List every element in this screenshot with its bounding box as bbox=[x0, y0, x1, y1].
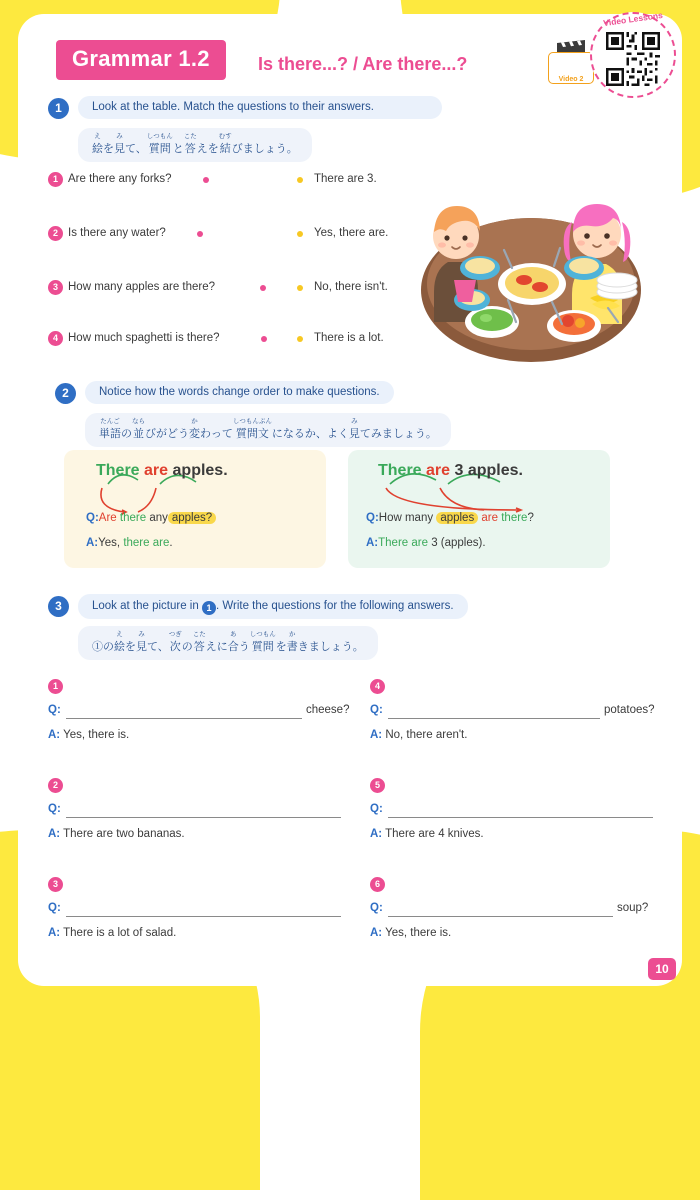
grammar-left-question bbox=[86, 512, 216, 524]
write-item-4-a-label: A: bbox=[370, 729, 383, 741]
write-item-6-a-label: A: bbox=[370, 927, 383, 939]
write-item-4-q-label: Q: bbox=[370, 704, 383, 716]
write-item-5-number: 5 bbox=[370, 778, 385, 793]
match-answer-2: Yes, there are. bbox=[314, 227, 389, 239]
grammar-left-statement-rest: apples. bbox=[172, 462, 228, 479]
write-item-1-answer bbox=[48, 729, 129, 741]
write-item-3-q-label: Q: bbox=[48, 902, 61, 914]
match-question-2: Is there any water? bbox=[68, 227, 166, 239]
match-dot-q2[interactable] bbox=[197, 231, 203, 237]
write-item-1-a-text: Yes, there is. bbox=[63, 729, 130, 741]
match-dot-q4[interactable] bbox=[261, 336, 267, 342]
grammar-left-statement-are: are bbox=[144, 462, 169, 479]
write-item-1-tail: cheese? bbox=[306, 704, 350, 716]
write-item-1-q-label: Q: bbox=[48, 704, 61, 716]
section-3-instruction-pre: Look at the picture in bbox=[92, 600, 199, 612]
write-item-3-answer bbox=[48, 927, 176, 939]
section-1-number: 1 bbox=[48, 98, 69, 119]
grammar-left-statement-there: There bbox=[96, 462, 140, 479]
grammar-right-a-part2: 3 (apples). bbox=[431, 537, 486, 549]
write-item-6-a-text: Yes, there is. bbox=[385, 927, 452, 939]
grammar-left-q-part2: there bbox=[119, 512, 147, 524]
write-item-6-q-label: Q: bbox=[370, 902, 383, 914]
grammar-right-statement bbox=[378, 462, 523, 480]
section-2-number: 2 bbox=[55, 383, 76, 404]
write-item-2-a-label: A: bbox=[48, 828, 61, 840]
grammar-left-answer bbox=[86, 537, 173, 549]
grammar-right-statement-rest: 3 apples. bbox=[454, 462, 523, 479]
grammar-right-q-label: Q: bbox=[366, 512, 379, 524]
write-item-6-number: 6 bbox=[370, 877, 385, 892]
grammar-right-q-highlight: apples bbox=[436, 512, 478, 524]
grammar-left-statement bbox=[96, 462, 228, 480]
match-question-3: How many apples are there? bbox=[68, 281, 216, 293]
section-3-number: 3 bbox=[48, 596, 69, 617]
write-item-5-a-text: There are 4 knives. bbox=[385, 828, 484, 840]
grammar-right-q-part1: How many bbox=[378, 512, 434, 524]
grammar-left-a-label: A: bbox=[86, 537, 99, 549]
match-question-4: How much spaghetti is there? bbox=[68, 332, 220, 344]
section-2-instruction-en: Notice how the words change order to make questions. bbox=[85, 381, 394, 404]
grammar-left-q-part3: any bbox=[149, 512, 168, 524]
write-item-2-number: 2 bbox=[48, 778, 63, 793]
grammar-left-a-part1: Yes, bbox=[98, 537, 121, 549]
match-question-bullet-2: 2 bbox=[48, 226, 63, 241]
write-item-4-a-text: No, there aren't. bbox=[385, 729, 468, 741]
qr-code-label: Video Lessons bbox=[602, 9, 664, 29]
write-item-2-answer-line[interactable] bbox=[66, 817, 341, 818]
match-dot-a3[interactable] bbox=[297, 285, 303, 291]
write-item-5-answer bbox=[370, 828, 484, 840]
section-1-instruction-jp: え 絵 を み 見 て、 しつもん 質問 と こた 答 えを むす 結 びましょう。 bbox=[78, 128, 312, 162]
write-item-1-number: 1 bbox=[48, 679, 63, 694]
match-question-bullet-4: 4 bbox=[48, 331, 63, 346]
match-question-1: Are there any forks? bbox=[68, 173, 172, 185]
grammar-right-q-part4: ? bbox=[527, 512, 534, 524]
write-item-4-answer-line[interactable] bbox=[388, 718, 600, 719]
grammar-left-a-part2: there are bbox=[123, 537, 170, 549]
grammar-left-a-part3: . bbox=[169, 537, 173, 549]
match-question-bullet-1: 1 bbox=[48, 172, 63, 187]
write-item-5-a-label: A: bbox=[370, 828, 383, 840]
grammar-right-a-part1: There are bbox=[378, 537, 428, 549]
match-dot-q3[interactable] bbox=[260, 285, 266, 291]
section-2-instruction-jp: たんご 単語 の なら 並 びがどう か 変 わって しつもんぶん 質問文 になるか、よく み 見 てみましょう。 bbox=[85, 413, 451, 447]
grammar-right-statement-are: are bbox=[426, 462, 451, 479]
match-dot-a4[interactable] bbox=[297, 336, 303, 342]
grammar-right-question bbox=[366, 512, 534, 524]
grammar-left-q-highlight: apples? bbox=[168, 512, 216, 524]
write-item-1-a-label: A: bbox=[48, 729, 61, 741]
write-item-4-answer bbox=[370, 729, 467, 741]
write-item-5-answer-line[interactable] bbox=[388, 817, 653, 818]
write-item-4-number: 4 bbox=[370, 679, 385, 694]
video-badge-label: Video 2 bbox=[558, 76, 584, 83]
page-subtitle: Is there...? / Are there...? bbox=[258, 54, 468, 74]
match-answer-3: No, there isn't. bbox=[314, 281, 388, 293]
write-item-2-a-text: There are two bananas. bbox=[63, 828, 185, 840]
write-item-2-q-label: Q: bbox=[48, 803, 61, 815]
match-question-bullet-3: 3 bbox=[48, 280, 63, 295]
write-item-3-number: 3 bbox=[48, 877, 63, 892]
write-item-6-answer-line[interactable] bbox=[388, 916, 613, 917]
write-item-3-answer-line[interactable] bbox=[66, 916, 341, 917]
dinner-table-illustration bbox=[412, 140, 650, 372]
grammar-left-q-label: Q: bbox=[86, 512, 99, 524]
grammar-left-q-part1: Are bbox=[98, 512, 117, 524]
section-3-instruction-en bbox=[78, 594, 468, 619]
section-1-instruction-en: Look at the table. Match the questions to their answers. bbox=[78, 96, 442, 119]
write-item-4-tail: potatoes? bbox=[604, 704, 655, 716]
write-item-6-answer bbox=[370, 927, 451, 939]
match-dot-a2[interactable] bbox=[297, 231, 303, 237]
page-number: 10 bbox=[648, 958, 676, 980]
match-dot-a1[interactable] bbox=[297, 177, 303, 183]
section-3-instruction-ref: 1 bbox=[202, 601, 216, 615]
section-3-instruction-post: . Write the questions for the following answers. bbox=[215, 600, 454, 612]
match-dot-q1[interactable] bbox=[203, 177, 209, 183]
page-title: Grammar 1.2 bbox=[56, 40, 226, 80]
grammar-right-q-part2: are bbox=[481, 512, 499, 524]
section-3-instruction-jp: ①の え 絵 を み 見 て、 つぎ 次 の こた 答 えに あ 合 う しつもん 質問 を か 書 きましょう。 bbox=[78, 626, 378, 660]
write-item-3-a-text: There is a lot of salad. bbox=[63, 927, 177, 939]
write-item-3-a-label: A: bbox=[48, 927, 61, 939]
qr-code-icon[interactable] bbox=[606, 32, 660, 86]
grammar-right-a-label: A: bbox=[366, 537, 379, 549]
match-answer-1: There are 3. bbox=[314, 173, 377, 185]
write-item-1-answer-line[interactable] bbox=[66, 718, 302, 719]
write-item-5-q-label: Q: bbox=[370, 803, 383, 815]
grammar-right-q-part3: there bbox=[501, 512, 528, 524]
match-answer-4: There is a lot. bbox=[314, 332, 384, 344]
write-item-2-answer bbox=[48, 828, 185, 840]
grammar-right-statement-there: There bbox=[378, 462, 422, 479]
grammar-right-answer bbox=[366, 537, 486, 549]
write-item-6-tail: soup? bbox=[617, 902, 649, 914]
